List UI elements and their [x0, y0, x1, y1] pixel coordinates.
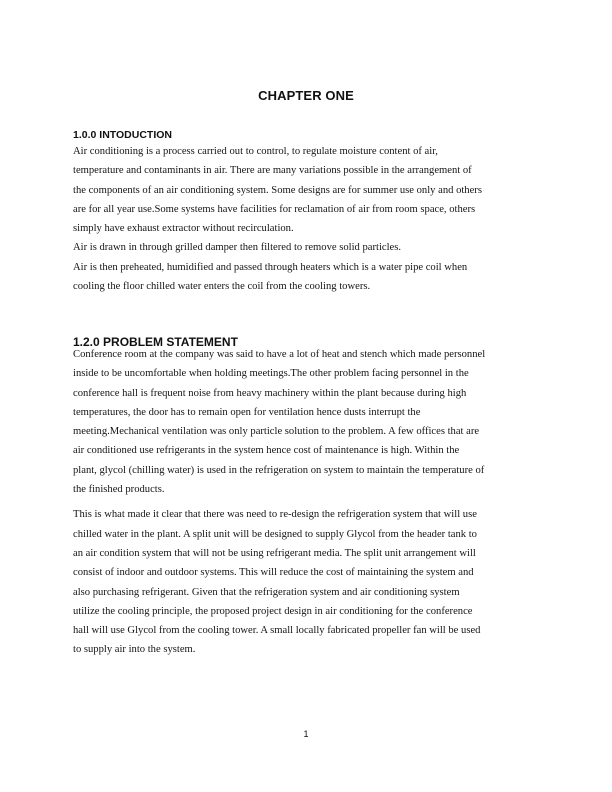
problem-paragraph-1 — [73, 345, 543, 499]
text-line: the finished products. — [73, 484, 165, 496]
chapter-title: CHAPTER ONE — [258, 88, 354, 103]
text-line: inside to be uncomfortable when holding meetings.The other problem facing personnel in the — [73, 368, 469, 380]
text-line: consist of indoor and outdoor systems. This will reduce the cost of maintaining the system and — [73, 567, 474, 579]
text-line: also purchasing refrigerant. Given that the refrigeration system and air conditioning system — [73, 586, 460, 598]
text-line: simply have exhaust extractor without recirculation. — [73, 223, 294, 235]
text-line: the components of an air conditioning system. Some designs are for summer use only and others — [73, 184, 482, 196]
text-line: temperatures, the door has to remain open for ventilation hence dusts interrupt the — [73, 406, 421, 418]
text-line: air conditioned use refrigerants in the system hence cost of maintenance is high. Within the — [73, 445, 460, 457]
text-line: are for all year use.Some systems have facilities for reclamation of air from room space, others — [73, 203, 476, 215]
text-line: chilled water in the plant. A split unit will be designed to supply Glycol from the header tank to — [73, 528, 477, 540]
text-line: an air condition system that will not be using refrigerant media. The split unit arrangement will — [73, 547, 476, 559]
text-line: cooling the floor chilled water enters the coil from the cooling towers. — [73, 281, 371, 293]
text-line: hall will use Glycol from the cooling tower. A small locally fabricated propeller fan will be used — [73, 625, 481, 637]
problem-statement-heading: 1.2.0 PROBLEM STATEMENT — [73, 335, 238, 349]
text-line: temperature and contaminants in air. There are many variations possible in the arrangement of — [73, 165, 472, 177]
introduction-body — [73, 142, 543, 296]
text-line: Conference room at the company was said to have a lot of heat and stench which made personnel — [73, 349, 486, 360]
text-line: to supply air into the system. — [73, 644, 196, 656]
text-line: Air is then preheated, humidified and passed through heaters which is a water pipe coil when — [73, 261, 468, 273]
text-line: This is what made it clear that there was need to re-design the refrigeration system that will use — [73, 509, 477, 521]
problem-statement-body — [73, 345, 543, 660]
text-line: Air is drawn in through grilled damper then filtered to remove solid particles. — [73, 242, 402, 254]
introduction-heading: 1.0.0 INTODUCTION — [73, 129, 172, 141]
problem-paragraph-2 — [73, 505, 543, 659]
text-line: utilize the cooling principle, the proposed project design in air conditioning for the conference — [73, 605, 473, 617]
text-line: Air conditioning is a process carried out to control, to regulate moisture content of air, — [73, 146, 438, 157]
text-line: plant, glycol (chilling water) is used in the refrigeration on system to maintain the temperature of — [73, 464, 485, 476]
text-line: conference hall is frequent noise from heavy machinery within the plant because during high — [73, 387, 467, 399]
page-number: 1 — [303, 729, 309, 739]
text-line: meeting.Mechanical ventilation was only particle solution to the problem. A few offices that are — [73, 426, 480, 438]
